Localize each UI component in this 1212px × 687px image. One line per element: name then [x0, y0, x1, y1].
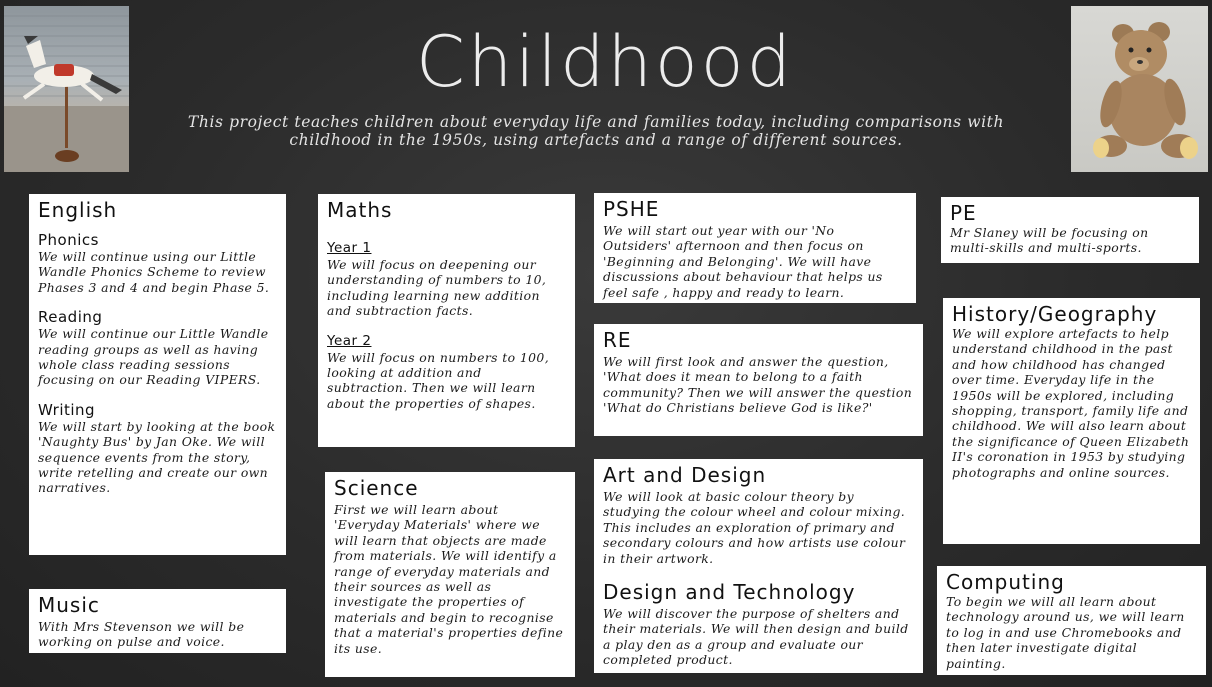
history-heading: History/Geography: [952, 302, 1158, 326]
phonics-text: We will continue using our Little Wandle Phonics Scheme to review Phases 3 and 4 and begin Phase 5.: [38, 249, 270, 295]
reading-text: We will continue our Little Wandle reading groups as well as having whole class reading sessions focusing on our Reading VIPERS.: [38, 326, 269, 388]
pe-card: [941, 197, 1199, 263]
page-title: Childhood: [415, 21, 795, 103]
re-text: We will first look and answer the question, 'What does it mean to belong to a faith community? Then we will answer the question 'What do Christians believe God is like?': [603, 354, 913, 416]
art-card: [594, 459, 923, 673]
computing-heading: Computing: [946, 570, 1065, 594]
science-heading: Science: [334, 476, 419, 500]
writing-heading: Writing: [38, 400, 96, 419]
year1-text: We will focus on deepening our understanding of numbers to 10, including learning new addition and subtraction facts.: [327, 257, 547, 319]
re-card: [594, 324, 923, 436]
dt-heading: Design and Technology: [603, 580, 856, 605]
science-card: [325, 472, 575, 677]
english-card: [29, 194, 286, 555]
pe-heading: PE: [950, 201, 977, 225]
art-text: We will look at basic colour theory by studying the colour wheel and colour mixing. This includes an exploration of primary and secondary colours and how artists use colour in their artwork.: [603, 489, 906, 566]
history-text: We will explore artefacts to help understand childhood in the past and how childhood has changed over time. Everyday life in the 1950s will be explored, including shopping, transport, family life and childhood. We will also learn about the significance of Queen Elizabeth II's coronation in 1953 by studying photographs and online sources.: [952, 326, 1190, 480]
re-heading: RE: [603, 328, 632, 352]
pe-text: Mr Slaney will be focusing on multi-skills and multi-sports.: [950, 225, 1149, 256]
art-heading: Art and Design: [603, 463, 767, 487]
rocking-horse-image: [4, 6, 129, 172]
maths-card: [318, 194, 575, 447]
year2-heading: Year 2: [327, 332, 372, 349]
pshe-text: We will start out year with our 'No Outsiders' afternoon and then focus on 'Beginning and Belonging'. We will have discussions about behaviour that helps us feel safe , happy and ready to learn.: [603, 223, 883, 300]
music-card: [29, 589, 286, 653]
history-card: [943, 298, 1200, 544]
dt-text: We will discover the purpose of shelters and their materials. We will then design and build a play den as a group and evaluate our completed product.: [603, 606, 909, 668]
year2-text: We will focus on numbers to 100, looking at addition and subtraction. Then we will learn about the properties of shapes.: [327, 349, 550, 411]
science-text: First we will learn about 'Everyday Materials' where we will learn that objects are made from materials. We will identify a range of everyday materials and their sources as well as investigate the properties of materials and begin to recognise that a material's properties define its use.: [334, 502, 564, 656]
music-heading: Music: [38, 593, 100, 617]
teddy-bear-image: [1071, 6, 1208, 172]
page-subtitle: This project teaches children about everyday life and families today, including comparisons with childhood in the 1950s, using artefacts and a range of different sources.: [187, 113, 1005, 149]
phonics-heading: Phonics: [38, 231, 99, 249]
english-heading: English: [38, 198, 118, 222]
pshe-card: [594, 193, 916, 303]
maths-heading: Maths: [327, 198, 393, 222]
writing-text: We will start by looking at the book 'Naughty Bus' by Jan Oke. We will sequence events from the story, write retelling and create our own narratives.: [38, 418, 276, 496]
pshe-heading: PSHE: [603, 197, 660, 221]
computing-text: To begin we will all learn about technology around us, we will learn to log in and use Chromebooks and then later investigate digital painting.: [946, 594, 1185, 671]
computing-card: [937, 566, 1206, 675]
reading-heading: Reading: [38, 308, 103, 327]
year1-heading: Year 1: [327, 240, 372, 256]
music-text: With Mrs Stevenson we will be working on pulse and voice.: [38, 619, 245, 650]
